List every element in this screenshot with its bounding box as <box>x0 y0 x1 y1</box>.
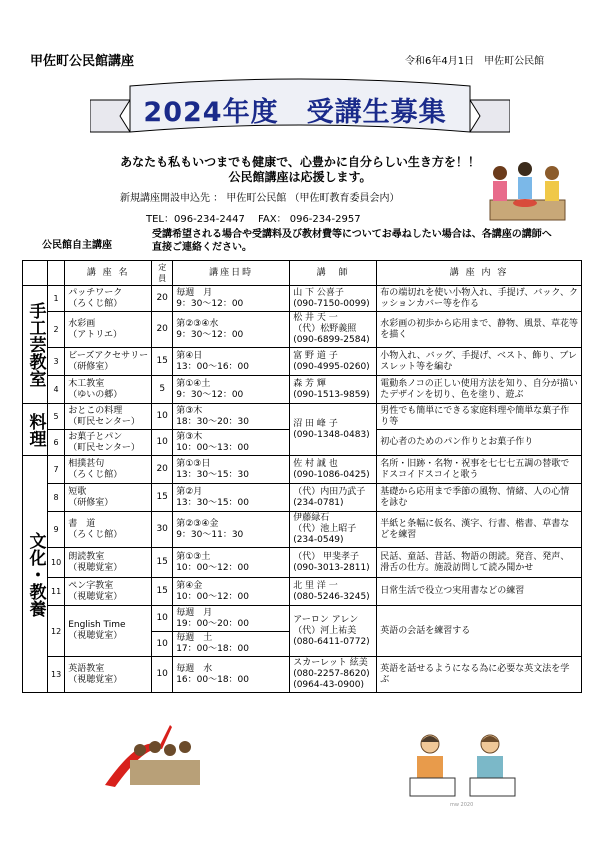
cell-teacher: 山 下 公喜子 (090-7150-0099) <box>290 286 377 312</box>
cell-time: 毎週 水 16：00～18：00 <box>173 657 290 693</box>
cell-content: 男性でも簡単にできる家庭料理や簡単な菓子作り等 <box>377 404 582 430</box>
cell-name: 書 道 （ろくじ館） <box>65 512 152 548</box>
cell-time: 毎週 月 19：00～20：00 <box>173 606 290 632</box>
cell-no: 7 <box>48 456 65 484</box>
cell-name: 水彩画 （アトリエ） <box>65 312 152 348</box>
cell-teacher: アーロン アレン （代）河上祐美 (080-6411-0772) <box>290 606 377 657</box>
cell-time: 第①④土 9：30～12：00 <box>173 376 290 404</box>
cell-time: 第③木 18：30～20：30 <box>173 404 290 430</box>
cell-no: 9 <box>48 512 65 548</box>
course-table <box>22 260 582 693</box>
header-time: 講座日時 <box>173 261 290 286</box>
cell-cap: 10 <box>152 430 173 456</box>
table-row <box>23 657 582 693</box>
cell-teacher: 松 井 天 一 （代）松野義照 (090-6899-2584) <box>290 312 377 348</box>
slogan-line-2: 公民館講座は応援します。 <box>228 170 372 184</box>
cell-name: パッチワーク （ろくじ館） <box>65 286 152 312</box>
cell-teacher: 森 芳 輝 (090-1513-9859) <box>290 376 377 404</box>
cell-name: 短歌 （研修室） <box>65 484 152 512</box>
cell-no: 3 <box>48 348 65 376</box>
table-row <box>23 606 582 632</box>
cell-no: 6 <box>48 430 65 456</box>
cell-cap: 15 <box>152 578 173 606</box>
cell-name: English Time （視聴覚室） <box>65 606 152 657</box>
cell-name: お菓子とパン （町民センター） <box>65 430 152 456</box>
table-row <box>23 286 582 312</box>
cell-no: 2 <box>48 312 65 348</box>
table-row <box>23 376 582 404</box>
cell-time: 第②③④水 9：30～12：00 <box>173 312 290 348</box>
cell-time: 第①③日 13：30～15：30 <box>173 456 290 484</box>
cell-teacher: 佐 村 誠 也 (090-1086-0425) <box>290 456 377 484</box>
cell-name: ペン字教室 （視聴覚室） <box>65 578 152 606</box>
choir-illustration <box>100 705 205 793</box>
cell-teacher: 沼 田 峰 子 (090-1348-0483) <box>290 404 377 456</box>
cell-teacher: 北 里 洋 一 (080-5246-3245) <box>290 578 377 606</box>
cell-time2: 毎週 土 17：00～18：00 <box>173 632 290 657</box>
cell-no: 10 <box>48 548 65 578</box>
cell-time: 第②月 13：30～15：00 <box>173 484 290 512</box>
cell-content: 初心者のためのパン作りとお菓子作り <box>377 430 582 456</box>
cell-content: 名所・旧跡・名物・祝事を七七七五調の替歌でドスコイドスコイと歌う <box>377 456 582 484</box>
table-header-row <box>23 261 582 286</box>
issue-date: 令和6年4月1日 甲佐町公民館 <box>405 56 545 67</box>
cell-name: ビーズアクセサリー（研修室） <box>65 348 152 376</box>
application-contact: 新規講座開設申込先 ： 甲佐町公民館 （甲佐町教育委員会内） <box>120 193 400 204</box>
table-row <box>23 578 582 606</box>
cell-cap: 20 <box>152 456 173 484</box>
cell-cap: 30 <box>152 512 173 548</box>
cell-name: 朗読教室 （視聴覚室） <box>65 548 152 578</box>
cell-teacher: （代）内田乃武子 (234-0781) <box>290 484 377 512</box>
cell-content: 小物入れ、バッグ、手提げ、ベスト、飾り、ブレスレット等を編む <box>377 348 582 376</box>
cell-teacher: スカーレット 絃美 (080-2257-8620) (0964-43-0900) <box>290 657 377 693</box>
cell-time: 毎週 月 9：30～12：00 <box>173 286 290 312</box>
cell-time: 第①③土 10：00～12：00 <box>173 548 290 578</box>
table-row <box>23 484 582 512</box>
category-label: 文化・教養 <box>23 456 48 693</box>
banner-title: 2024年度 受講生募集 <box>143 97 447 128</box>
table-row <box>23 548 582 578</box>
slogan-line-1: あなたも私もいつまでも健康で、心豊かに自分らしい生き方を！！ <box>120 155 480 169</box>
cell-no: 5 <box>48 404 65 430</box>
cell-no: 4 <box>48 376 65 404</box>
cell-no: 13 <box>48 657 65 693</box>
cooking-people-illustration <box>480 155 575 230</box>
org-title: 甲佐町公民館講座 <box>30 54 135 69</box>
illustration-watermark: mw 2020 <box>450 802 474 808</box>
cell-cap: 15 <box>152 548 173 578</box>
cell-time: 第③木 10：00～13：00 <box>173 430 290 456</box>
cell-name: おとこの料理 （町民センター） <box>65 404 152 430</box>
cell-cap: 20 <box>152 286 173 312</box>
cell-content: 民話、童話、昔話、物語の朗読。発音、発声、滑舌の仕方。施設訪問して読み聞かせ <box>377 548 582 578</box>
cell-content: 水彩画の初歩から応用まで、静物、風景、草花等を描く <box>377 312 582 348</box>
cell-no: 11 <box>48 578 65 606</box>
cell-name: 英語教室 （視聴覚室） <box>65 657 152 693</box>
table-row <box>23 348 582 376</box>
notice-text: 受講希望される場合や受講料及び教材費等についてお尋ねしたい場合は、各講座の講師へ直接ご連絡ください。 <box>152 229 552 253</box>
cell-content: 基礎から応用まで季節の風物、情緒、人の心情を詠む <box>377 484 582 512</box>
cell-teacher: （代） 甲斐孝子 (090-3013-2811) <box>290 548 377 578</box>
cell-no: 1 <box>48 286 65 312</box>
cell-cap: 10 <box>152 606 173 632</box>
cell-time: 第④金 10：00～12：00 <box>173 578 290 606</box>
header-blank-no <box>48 261 65 286</box>
cell-teacher: 富 野 道 子 (090-4995-0260) <box>290 348 377 376</box>
cell-content: 電動糸ノコの正しい使用方法を知り、自分が描いたデザインを切り、色を塗り、遊ぶ <box>377 376 582 404</box>
cell-content: 半紙と条幅に仮名、漢字、行書、楷書、草書などを練習 <box>377 512 582 548</box>
cell-content: 英語を話せるようになる為に必要な英文法を学ぶ <box>377 657 582 693</box>
cell-cap: 10 <box>152 657 173 693</box>
cell-no: 8 <box>48 484 65 512</box>
cell-cap: 5 <box>152 376 173 404</box>
cell-content: 英語の会話を練習する <box>377 606 582 657</box>
category-label: 手工芸教室 <box>23 286 48 404</box>
cell-no: 12 <box>48 606 65 657</box>
writing-people-illustration <box>405 730 525 800</box>
cell-cap: 15 <box>152 484 173 512</box>
cell-name: 木工教室 （ゆいの郷） <box>65 376 152 404</box>
header-teacher: 講 師 <box>290 261 377 286</box>
cell-name: 相撲甚句 （ろくじ館） <box>65 456 152 484</box>
cell-cap: 10 <box>152 404 173 430</box>
category-label: 料理 <box>23 404 48 456</box>
header-capacity: 定員 <box>152 261 173 286</box>
phone-fax: TEL：096-234-2447 FAX： 096-234-2957 <box>146 214 361 225</box>
header-content: 講 座 内 容 <box>377 261 582 286</box>
cell-cap: 20 <box>152 312 173 348</box>
table-row <box>23 312 582 348</box>
cell-cap2: 10 <box>152 632 173 657</box>
header-name: 講 座 名 <box>65 261 152 286</box>
cell-cap: 15 <box>152 348 173 376</box>
table-row <box>23 456 582 484</box>
cell-content: 日常生活で役立つ実用書などの練習 <box>377 578 582 606</box>
section-label: 公民館自主講座 <box>42 240 112 251</box>
table-row <box>23 404 582 430</box>
header-blank <box>23 261 48 286</box>
cell-content: 布の端切れを使い小物入れ、手提げ、バック、クッションカバー等を作る <box>377 286 582 312</box>
cell-teacher: 伊藤緑石 （代）池上昭子 (234-0549) <box>290 512 377 548</box>
cell-time: 第④日 13：00～16：00 <box>173 348 290 376</box>
table-row <box>23 512 582 548</box>
cell-time: 第②③④金 9：30～11：30 <box>173 512 290 548</box>
